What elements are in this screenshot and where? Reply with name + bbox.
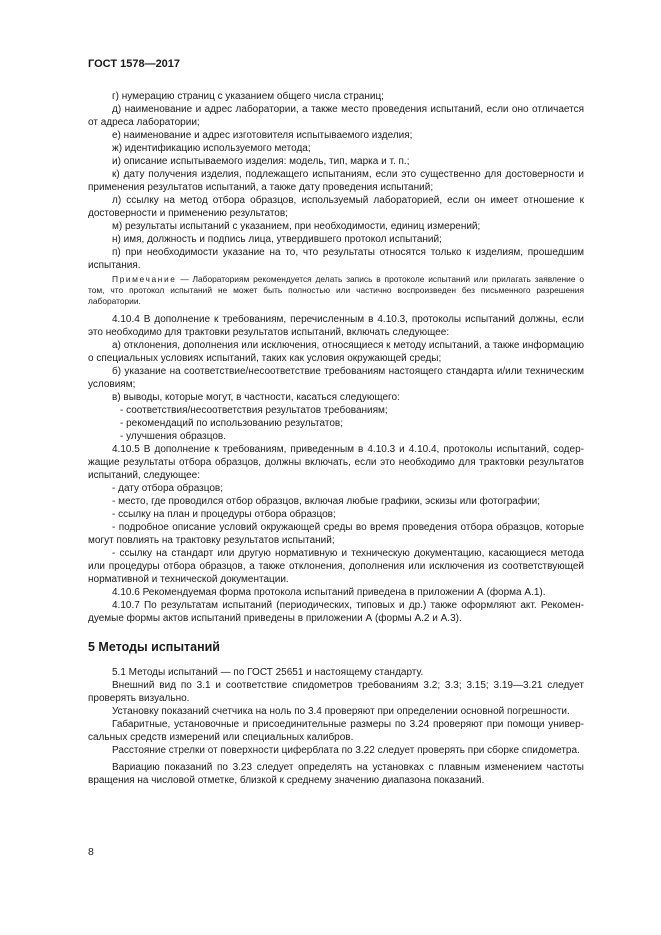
section-paragraph: Расстояние стрелки от поверхности циферблата по 3.22 следует проверять при сборке спидометра. bbox=[112, 745, 580, 756]
paragraph-4-10-7: 4.10.7 По результатам испытаний (периодических, типовых и др.) также оформляют акт. Рекомендуемые формы актов испытаний приведены в приложении А (формы А.2 и А.3). bbox=[88, 600, 584, 624]
paragraph-4-10-6: 4.10.6 Рекомендуемая форма протокола испытаний приведена в приложении А (форма А.1). bbox=[112, 587, 546, 598]
list-item: л) ссылку на метод отбора образцов, используемый лабораторией, если он имеет отношение к достоверности и применению результатов; bbox=[88, 195, 584, 219]
section-paragraph: Вариацию показаний по 3.23 следует определять на установках с плавным изменением частоты вращения на числовой отметке, близкой к среднему значению диапазона показаний. bbox=[88, 762, 584, 786]
list-item: к) дату получения изделия, подлежащего испытаниям, если это существенно для достоверности и применения результатов испытаний, а также дату проведения испытаний; bbox=[88, 169, 584, 193]
note-paragraph bbox=[88, 274, 584, 307]
page-number: 8 bbox=[88, 846, 94, 858]
paragraph-4-10-4: 4.10.4 В дополнение к требованиям, перечисленным в 4.10.3, протоколы испытаний должны, если это необходимо для трактовки результатов испытаний, включать следующее: bbox=[88, 314, 584, 338]
dash-item: - подробное описание условий окружающей среды во время проведения отбора образцов, которые могут повлиять на трактовку результатов испытаний; bbox=[88, 522, 584, 546]
dash-item: - место, где проводился отбор образцов, включая любые графики, эскизы или фотографии; bbox=[112, 496, 541, 507]
list-item: е) наименование и адрес изготовителя испытываемого изделия; bbox=[112, 130, 413, 141]
section-heading: 5 Методы испытаний bbox=[88, 640, 220, 654]
list-item: в) выводы, которые могут, в частности, касаться следующего: bbox=[112, 392, 400, 403]
note-label: Примечание bbox=[112, 274, 177, 284]
list-item: б) указание на соответствие/несоответствие требованиям настоящего стандарта и/или техническим условиям; bbox=[88, 366, 584, 390]
list-item: м) результаты испытаний с указанием, при необходимости, единиц измерений; bbox=[112, 221, 481, 232]
list-item: г) нумерацию страниц с указанием общего числа страниц; bbox=[112, 91, 384, 102]
list-item: д) наименование и адрес лаборатории, а также место проведения испытаний, если оно отличается от адреса лаборатории; bbox=[88, 104, 584, 128]
dash-item: - улучшения образцов. bbox=[120, 431, 226, 442]
dash-item: - ссылку на план и процедуры отбора образцов; bbox=[112, 509, 336, 520]
section-paragraph: Габаритные, установочные и присоединительные размеры по 3.24 проверяют при помощи универсальных средств измерений или специальных калибров. bbox=[88, 719, 584, 743]
document-header: ГОСТ 1578—2017 bbox=[88, 58, 181, 70]
list-item: ж) идентификацию используемого метода; bbox=[112, 143, 311, 154]
page-body bbox=[88, 90, 584, 787]
list-item: н) имя, должность и подпись лица, утвердившего протокол испытаний; bbox=[112, 234, 442, 245]
list-item: и) описание испытываемого изделия: модель, тип, марка и т. п.; bbox=[112, 156, 410, 167]
list-item: п) при необходимости указание на то, что результаты относятся только к изделиям, прошедшим испытания. bbox=[88, 247, 584, 271]
dash-item: - рекомендаций по использованию результатов; bbox=[120, 418, 343, 429]
section-paragraph: Установку показаний счетчика на ноль по 3.4 проверяют при определении основной погрешности. bbox=[112, 706, 570, 717]
dash-item: - ссылку на стандарт или другую нормативную и техническую документацию, касающиеся метода или процедуры отбора образцов, а также отклонения, дополнения или исключения из соответствующей нормативной и технической документации. bbox=[88, 548, 584, 585]
note-text: — Лабораториям рекомендуется делать запись в протоколе испытаний или прилагать заявление о том, что протокол испытаний не может быть полностью или частично воспроизведен без письменного разрешения лаборатории. bbox=[88, 274, 584, 306]
list-item: а) отклонения, дополнения или исключения, относящиеся к методу испытаний, а также информацию о специальных условиях испытаний, таких как условия окружающей среды; bbox=[88, 340, 584, 364]
paragraph-4-10-5: 4.10.5 В дополнение к требованиям, приведенным в 4.10.3 и 4.10.4, протоколы испытаний, содержащие результаты отбора образцов, должны включать, если это необходимо для трактовки результатов испытаний, следующее: bbox=[88, 444, 584, 481]
dash-item: - дату отбора образцов; bbox=[112, 483, 224, 494]
dash-item: - соответствия/несоответствия результатов требованиям; bbox=[120, 405, 388, 416]
section-paragraph: Внешний вид по 3.1 и соответствие спидометров требованиям 3.2; 3.3; 3.15; 3.19—3.21 следует проверять визуально. bbox=[88, 680, 584, 704]
section-paragraph: 5.1 Методы испытаний — по ГОСТ 25651 и настоящему стандарту. bbox=[112, 667, 424, 678]
